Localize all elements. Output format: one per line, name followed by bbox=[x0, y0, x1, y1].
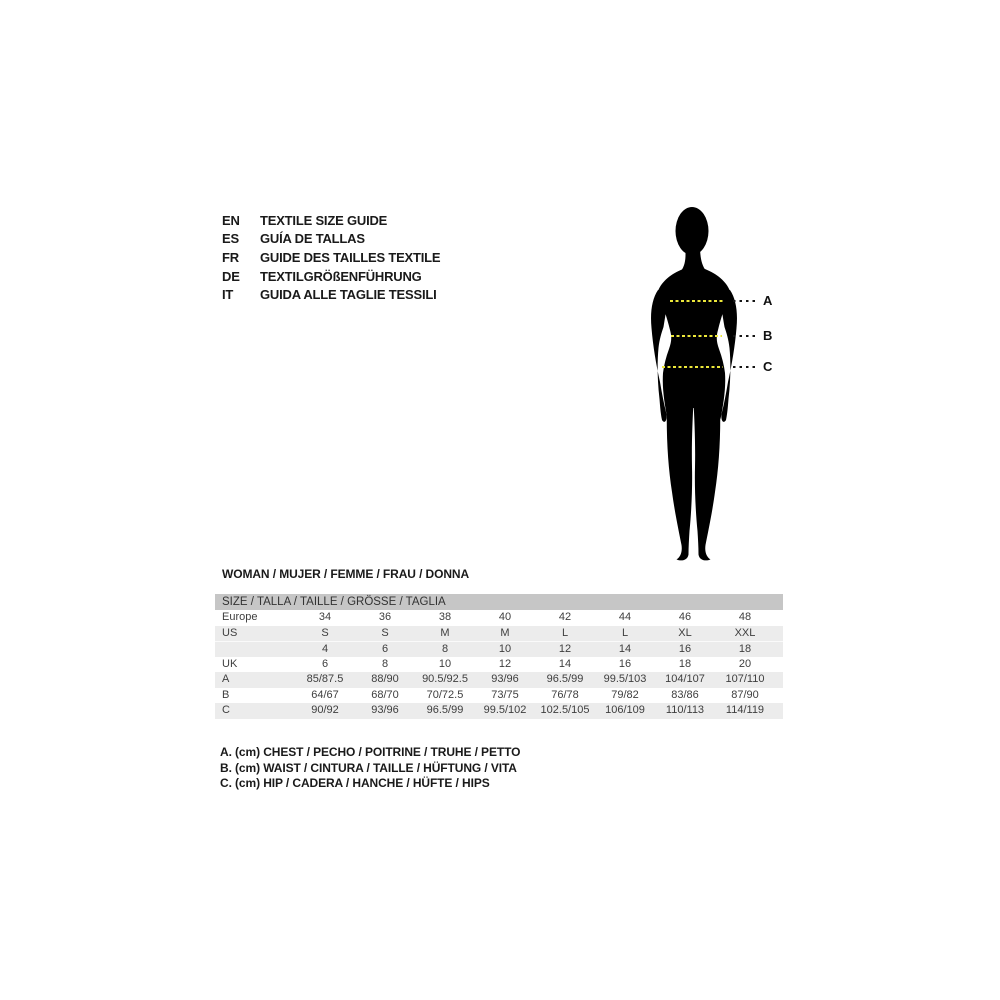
woman-silhouette bbox=[645, 204, 745, 564]
size-value-cell: 70/72.5 bbox=[426, 688, 464, 701]
size-value-cell: XXL bbox=[734, 626, 756, 639]
size-value-cell: 6 bbox=[381, 643, 389, 655]
size-value-cell: 4 bbox=[321, 643, 329, 655]
language-code: ES bbox=[222, 231, 239, 247]
measurement-legend bbox=[220, 745, 520, 792]
size-value-cell: 8 bbox=[381, 657, 389, 670]
size-value-cell: 87/90 bbox=[731, 688, 759, 701]
size-value-cell: 76/78 bbox=[551, 688, 579, 701]
size-value-cell: 38 bbox=[438, 611, 452, 623]
row-label: C bbox=[222, 704, 230, 716]
gender-title: WOMAN / MUJER / FEMME / FRAU / DONNA bbox=[222, 567, 470, 581]
row-label: UK bbox=[222, 657, 238, 670]
size-value-cell: 110/113 bbox=[665, 704, 705, 716]
size-value-cell: L bbox=[561, 626, 569, 639]
chest-measure-line bbox=[670, 300, 723, 302]
row-label: A bbox=[222, 673, 230, 685]
size-table-row-b bbox=[215, 688, 783, 704]
size-value-cell: 34 bbox=[318, 611, 332, 623]
size-value-cell: S bbox=[321, 626, 329, 639]
language-title: GUÍA DE TALLAS bbox=[260, 231, 365, 247]
size-value-cell: 36 bbox=[378, 611, 392, 623]
size-value-cell: 106/109 bbox=[605, 704, 645, 716]
waist-measure-line bbox=[671, 335, 722, 337]
size-value-cell: 18 bbox=[678, 657, 692, 670]
size-value-cell: 12 bbox=[498, 657, 512, 670]
size-value-cell: M bbox=[500, 626, 510, 639]
size-value-cell: 46 bbox=[678, 611, 692, 623]
size-value-cell: S bbox=[381, 626, 389, 639]
size-value-cell: XL bbox=[678, 626, 692, 639]
size-value-cell: 18 bbox=[738, 643, 752, 655]
size-table bbox=[215, 594, 783, 719]
language-row-es bbox=[222, 230, 440, 249]
silhouette-torso bbox=[658, 267, 730, 419]
silhouette-left-leg bbox=[667, 399, 694, 560]
size-value-cell: 102.5/105 bbox=[540, 704, 590, 716]
size-value-cell: 16 bbox=[618, 657, 632, 670]
size-value-cell: 64/67 bbox=[311, 688, 339, 701]
size-value-cell: 88/90 bbox=[371, 673, 399, 685]
size-value-cell: 73/75 bbox=[491, 688, 519, 701]
language-row-en bbox=[222, 211, 440, 230]
hip-measure-line bbox=[662, 366, 723, 368]
size-value-cell: 83/86 bbox=[671, 688, 699, 701]
size-value-cell: 93/96 bbox=[491, 673, 519, 685]
size-value-cell: 48 bbox=[738, 611, 752, 623]
measure-label-b: B bbox=[763, 328, 773, 343]
measure-label-c: C bbox=[763, 359, 773, 374]
size-table-body bbox=[215, 610, 783, 719]
size-value-cell: 12 bbox=[558, 643, 572, 655]
language-title: GUIDE DES TAILLES TEXTILE bbox=[260, 249, 441, 265]
row-label bbox=[215, 642, 295, 657]
language-title-list bbox=[222, 211, 440, 304]
size-value-cell: 16 bbox=[678, 643, 692, 655]
language-code: FR bbox=[222, 249, 239, 265]
size-table-row-europe bbox=[215, 610, 783, 626]
size-value-cell: 96.5/99 bbox=[546, 673, 584, 685]
language-code: IT bbox=[222, 287, 234, 303]
size-value-cell: 85/87.5 bbox=[306, 673, 344, 685]
size-table-row-uk bbox=[215, 657, 783, 673]
language-row-fr bbox=[222, 248, 440, 267]
size-value-cell: 99.5/102 bbox=[483, 704, 527, 716]
waist-callout-line bbox=[733, 335, 757, 337]
size-value-cell: 79/82 bbox=[611, 688, 639, 701]
legend-hip: C. (cm) HIP / CADERA / HANCHE / HÜFTE / HIPS bbox=[220, 776, 490, 791]
size-value-cell: 93/96 bbox=[371, 704, 399, 716]
legend-waist: B. (cm) WAIST / CINTURA / TAILLE / HÜFTUNG / VITA bbox=[220, 760, 517, 775]
size-value-cell: 107/110 bbox=[725, 673, 765, 685]
size-value-cell: 90.5/92.5 bbox=[422, 673, 468, 685]
size-table-row-us-numeric bbox=[215, 641, 783, 657]
size-value-cell: 44 bbox=[618, 611, 632, 623]
size-value-cell: 10 bbox=[438, 657, 452, 670]
language-title: GUIDA ALLE TAGLIE TESSILI bbox=[260, 287, 437, 303]
size-value-cell: 42 bbox=[558, 611, 572, 623]
hip-callout-line bbox=[733, 366, 757, 368]
language-code: EN bbox=[222, 212, 240, 228]
size-value-cell: 104/107 bbox=[665, 673, 705, 685]
measure-label-a: A bbox=[763, 293, 773, 308]
size-value-cell: 14 bbox=[558, 657, 572, 670]
language-row-it bbox=[222, 285, 440, 304]
size-value-cell: 96.5/99 bbox=[426, 704, 464, 716]
silhouette-right-leg bbox=[694, 399, 721, 560]
size-value-cell: 10 bbox=[498, 643, 512, 655]
size-value-cell: 6 bbox=[321, 657, 329, 670]
size-value-cell: 14 bbox=[618, 643, 632, 655]
size-table-row-a bbox=[215, 672, 783, 688]
size-value-cell: 8 bbox=[441, 643, 449, 655]
size-value-cell: L bbox=[621, 626, 629, 639]
language-title: TEXTILE SIZE GUIDE bbox=[260, 212, 388, 228]
size-value-cell: 114/119 bbox=[725, 704, 765, 716]
language-row-de bbox=[222, 267, 440, 286]
language-title: TEXTILGRÖßENFÜHRUNG bbox=[260, 268, 422, 284]
size-value-cell: 99.5/103 bbox=[603, 673, 647, 685]
size-value-cell: 90/92 bbox=[311, 704, 339, 716]
size-table-row-us bbox=[215, 626, 783, 642]
row-label: B bbox=[222, 688, 230, 701]
legend-chest: A. (cm) CHEST / PECHO / POITRINE / TRUHE / PETTO bbox=[220, 745, 521, 759]
size-table-row-c bbox=[215, 703, 783, 719]
size-value-cell: M bbox=[440, 626, 450, 639]
size-table-header: SIZE / TALLA / TAILLE / GRÖSSE / TAGLIA bbox=[215, 594, 783, 610]
size-value-cell: 20 bbox=[738, 657, 752, 670]
size-value-cell: 40 bbox=[498, 611, 512, 623]
row-label: Europe bbox=[222, 611, 258, 623]
language-code: DE bbox=[222, 268, 240, 284]
size-value-cell: 68/70 bbox=[371, 688, 399, 701]
chest-callout-line bbox=[733, 300, 757, 302]
row-label: US bbox=[222, 626, 238, 639]
